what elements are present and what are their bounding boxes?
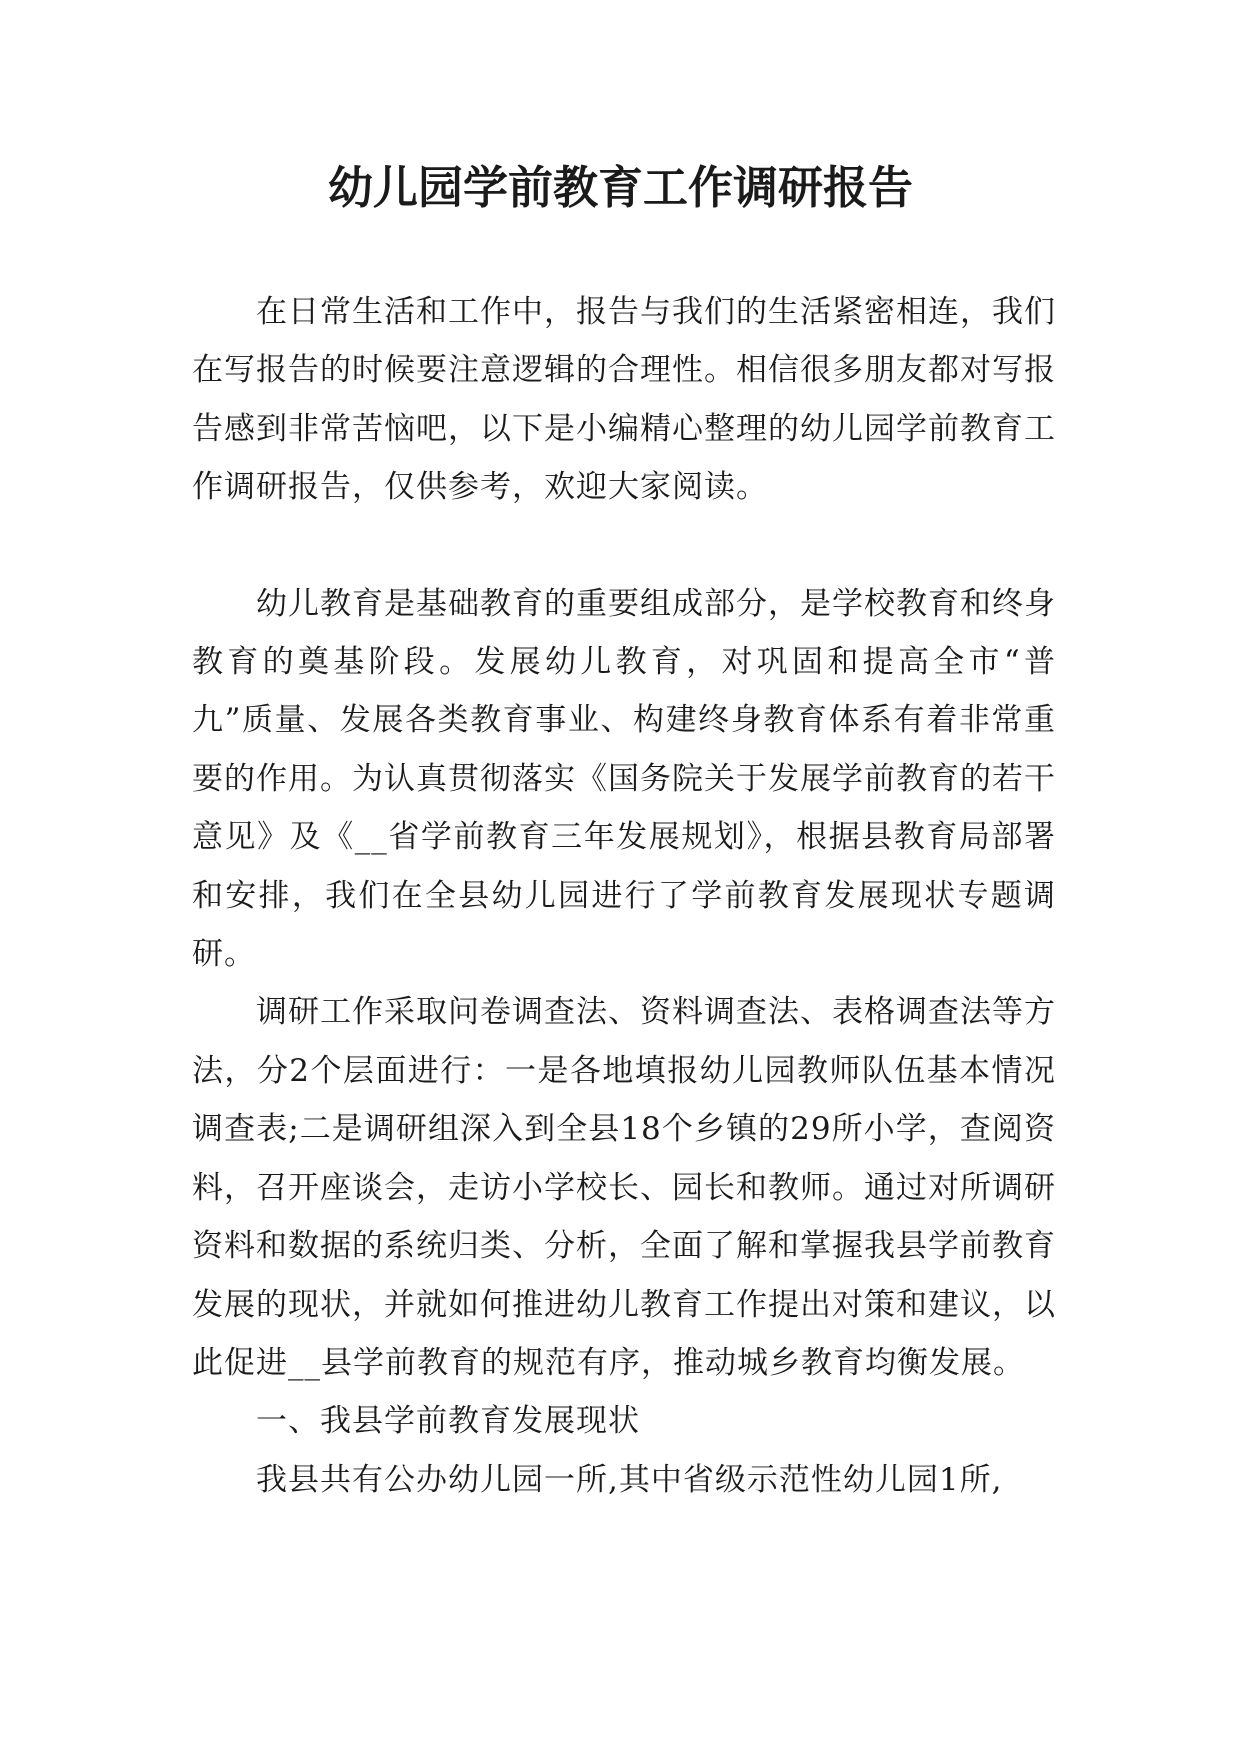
body-paragraph: 调研工作采取问卷调查法、资料调查法、表格调查法等方法，分2个层面进行：一是各地填报幼儿园教师队伍基本情况调查表;二是调研组深入到全县18个乡镇的29所小学，查阅资料，召开座谈会，走访小学校长、园长和教师。通过对所调研资料和数据的系统归类、分析，全面了解和掌握我县学前教育发展的现状，并就如何推进幼儿教育工作提出对策和建议，以此促进__县学前教育的规范有序，推动城乡教育均衡发展。: [192, 994, 1056, 1381]
document-title: 幼儿园学前教育工作调研报告: [327, 161, 913, 214]
body-paragraph: 我县共有公办幼儿园一所,其中省级示范性幼儿园1所,: [256, 1461, 1003, 1498]
intro-paragraph: 在日常生活和工作中，报告与我们的生活紧密相连，我们在写报告的时候要注意逻辑的合理性。相信很多朋友都对写报告感到非常苦恼吧，以下是小编精心整理的幼儿园学前教育工作调研报告，仅供参考，欢迎大家阅读。: [192, 294, 1056, 506]
body-paragraph: 幼儿教育是基础教育的重要组成部分，是学校教育和终身教育的奠基阶段。发展幼儿教育，对巩固和提高全市“普九”质量、发展各类教育事业、构建终身教育体系有着非常重要的作用。为认真贯彻落实《国务院关于发展学前教育的若干意见》及《__省学前教育三年发展规划》，根据县教育局部署和安排，我们在全县幼儿园进行了学前教育发展现状专题调研。: [192, 585, 1056, 973]
document-body: [192, 283, 1056, 1509]
section-heading: 一、我县学前教育发展现状: [256, 1403, 640, 1440]
